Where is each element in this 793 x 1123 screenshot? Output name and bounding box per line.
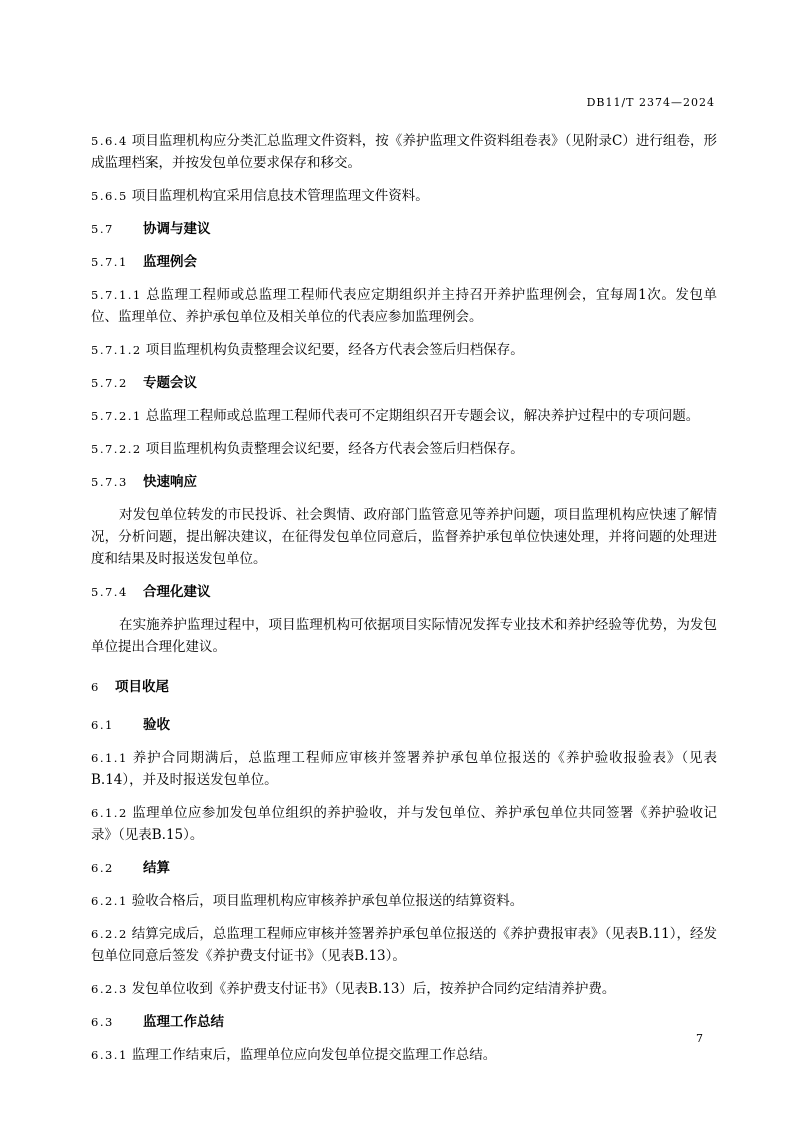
clause-text: 在实施养护监理过程中，项目监理机构可依据项目实际情况发挥专业技术和养护经验等优势，为发包单位提出合理化建议。: [91, 617, 717, 655]
section-heading: [91, 471, 717, 493]
heading-text: 项目收尾: [115, 679, 169, 695]
section-heading: [91, 581, 717, 603]
document-body: [91, 130, 717, 1077]
clause-text: 监理单位应参加发包单位组织的养护验收，并与发包单位、养护承包单位共同签署《养护验收记录》（见表B.15）。: [91, 805, 717, 843]
clause-paragraph: [91, 890, 717, 912]
clause-paragraph: [91, 438, 717, 460]
clause-number: 6.2.1: [91, 894, 128, 908]
heading-number: 5.7.3: [91, 475, 128, 489]
heading-number: 6: [91, 680, 100, 694]
clause-text: 项目监理机构负责整理会议纪要，经各方代表会签后归档保存。: [145, 441, 524, 457]
clause-text: 总监理工程师或总监理工程师代表应定期组织并主持召开养护监理例会，宜每周1次。发包单位、监理单位、养护承包单位及相关单位的代表应参加监理例会。: [91, 287, 717, 325]
clause-text: 发包单位收到《养护费支付证书》（见表B.13）后，按养护合同约定结清养护费。: [131, 981, 616, 997]
section-heading: [91, 1011, 717, 1033]
clause-number: 6.2.3: [91, 982, 128, 996]
clause-number: 6.3.1: [91, 1048, 128, 1062]
clause-paragraph: [91, 284, 717, 328]
clause-number: 5.7.2.2: [91, 442, 142, 456]
page-number: 7: [696, 1032, 703, 1045]
section-heading: [91, 857, 717, 879]
clause-number: 5.7.2.1: [91, 409, 142, 423]
clause-text: 项目监理机构负责整理会议纪要，经各方代表会签后归档保存。: [145, 342, 524, 358]
clause-text: 结算完成后，总监理工程师应审核并签署养护承包单位报送的《养护费报审表》（见表B.11），经发包单位同意后签发《养护费支付证书》（见表B.13）。: [91, 926, 717, 964]
clause-text: 总监理工程师或总监理工程师代表可不定期组织召开专题会议，解决养护过程中的专项问题。: [145, 408, 700, 424]
heading-text: 监理工作总结: [143, 1014, 224, 1030]
clause-text: 验收合格后，项目监理机构应审核养护承包单位报送的结算资料。: [131, 893, 524, 909]
clause-paragraph: [91, 405, 717, 427]
heading-number: 5.7.2: [91, 376, 128, 390]
clause-text: 养护合同期满后，总监理工程师应审核并签署养护承包单位报送的《养护验收报验表》（见表B.14），并及时报送发包单位。: [91, 750, 717, 788]
clause-paragraph: [91, 614, 717, 658]
clause-text: 项目监理机构宜采用信息技术管理监理文件资料。: [131, 188, 429, 204]
heading-number: 6.2: [91, 861, 114, 875]
heading-number: 5.7.1: [91, 255, 128, 269]
section-heading: [91, 218, 717, 240]
heading-text: 协调与建议: [143, 221, 211, 237]
clause-number: 5.7.1.2: [91, 343, 142, 357]
section-heading: [91, 714, 717, 736]
document-number: DB11/T 2374—2024: [586, 96, 715, 109]
clause-paragraph: [91, 339, 717, 361]
clause-number: 5.6.4: [91, 134, 128, 148]
section-heading: [91, 372, 717, 394]
chapter-heading: [91, 676, 717, 698]
clause-paragraph: [91, 185, 717, 207]
clause-number: 6.1.2: [91, 806, 128, 820]
clause-text: 项目监理机构应分类汇总监理文件资料，按《养护监理文件资料组卷表》（见附录C）进行组卷，形成监理档案，并按发包单位要求保存和移交。: [91, 133, 717, 171]
heading-number: 5.7: [91, 222, 114, 236]
heading-text: 快速响应: [143, 474, 197, 490]
heading-text: 合理化建议: [143, 584, 211, 600]
clause-paragraph: [91, 504, 717, 570]
heading-text: 监理例会: [143, 254, 197, 270]
section-heading: [91, 251, 717, 273]
clause-number: 6.1.1: [91, 751, 128, 765]
clause-paragraph: [91, 978, 717, 1000]
clause-number: 5.6.5: [91, 189, 128, 203]
clause-number: 5.7.1.1: [91, 288, 142, 302]
clause-paragraph: [91, 802, 717, 846]
clause-number: 6.2.2: [91, 927, 128, 941]
heading-text: 验收: [143, 717, 170, 733]
heading-text: 专题会议: [143, 375, 197, 391]
clause-paragraph: [91, 747, 717, 791]
clause-paragraph: [91, 1044, 717, 1066]
heading-text: 结算: [143, 860, 170, 876]
clause-paragraph: [91, 923, 717, 967]
clause-text: 对发包单位转发的市民投诉、社会舆情、政府部门监管意见等养护问题，项目监理机构应快速了解情况，分析问题，提出解决建议，在征得发包单位同意后，监督养护承包单位快速处理，并将问题的处理进度和结果及时报送发包单位。: [91, 507, 717, 567]
heading-number: 6.3: [91, 1015, 114, 1029]
heading-number: 5.7.4: [91, 585, 128, 599]
clause-text: 监理工作结束后，监理单位应向发包单位提交监理工作总结。: [131, 1047, 497, 1063]
heading-number: 6.1: [91, 718, 114, 732]
clause-paragraph: [91, 130, 717, 174]
